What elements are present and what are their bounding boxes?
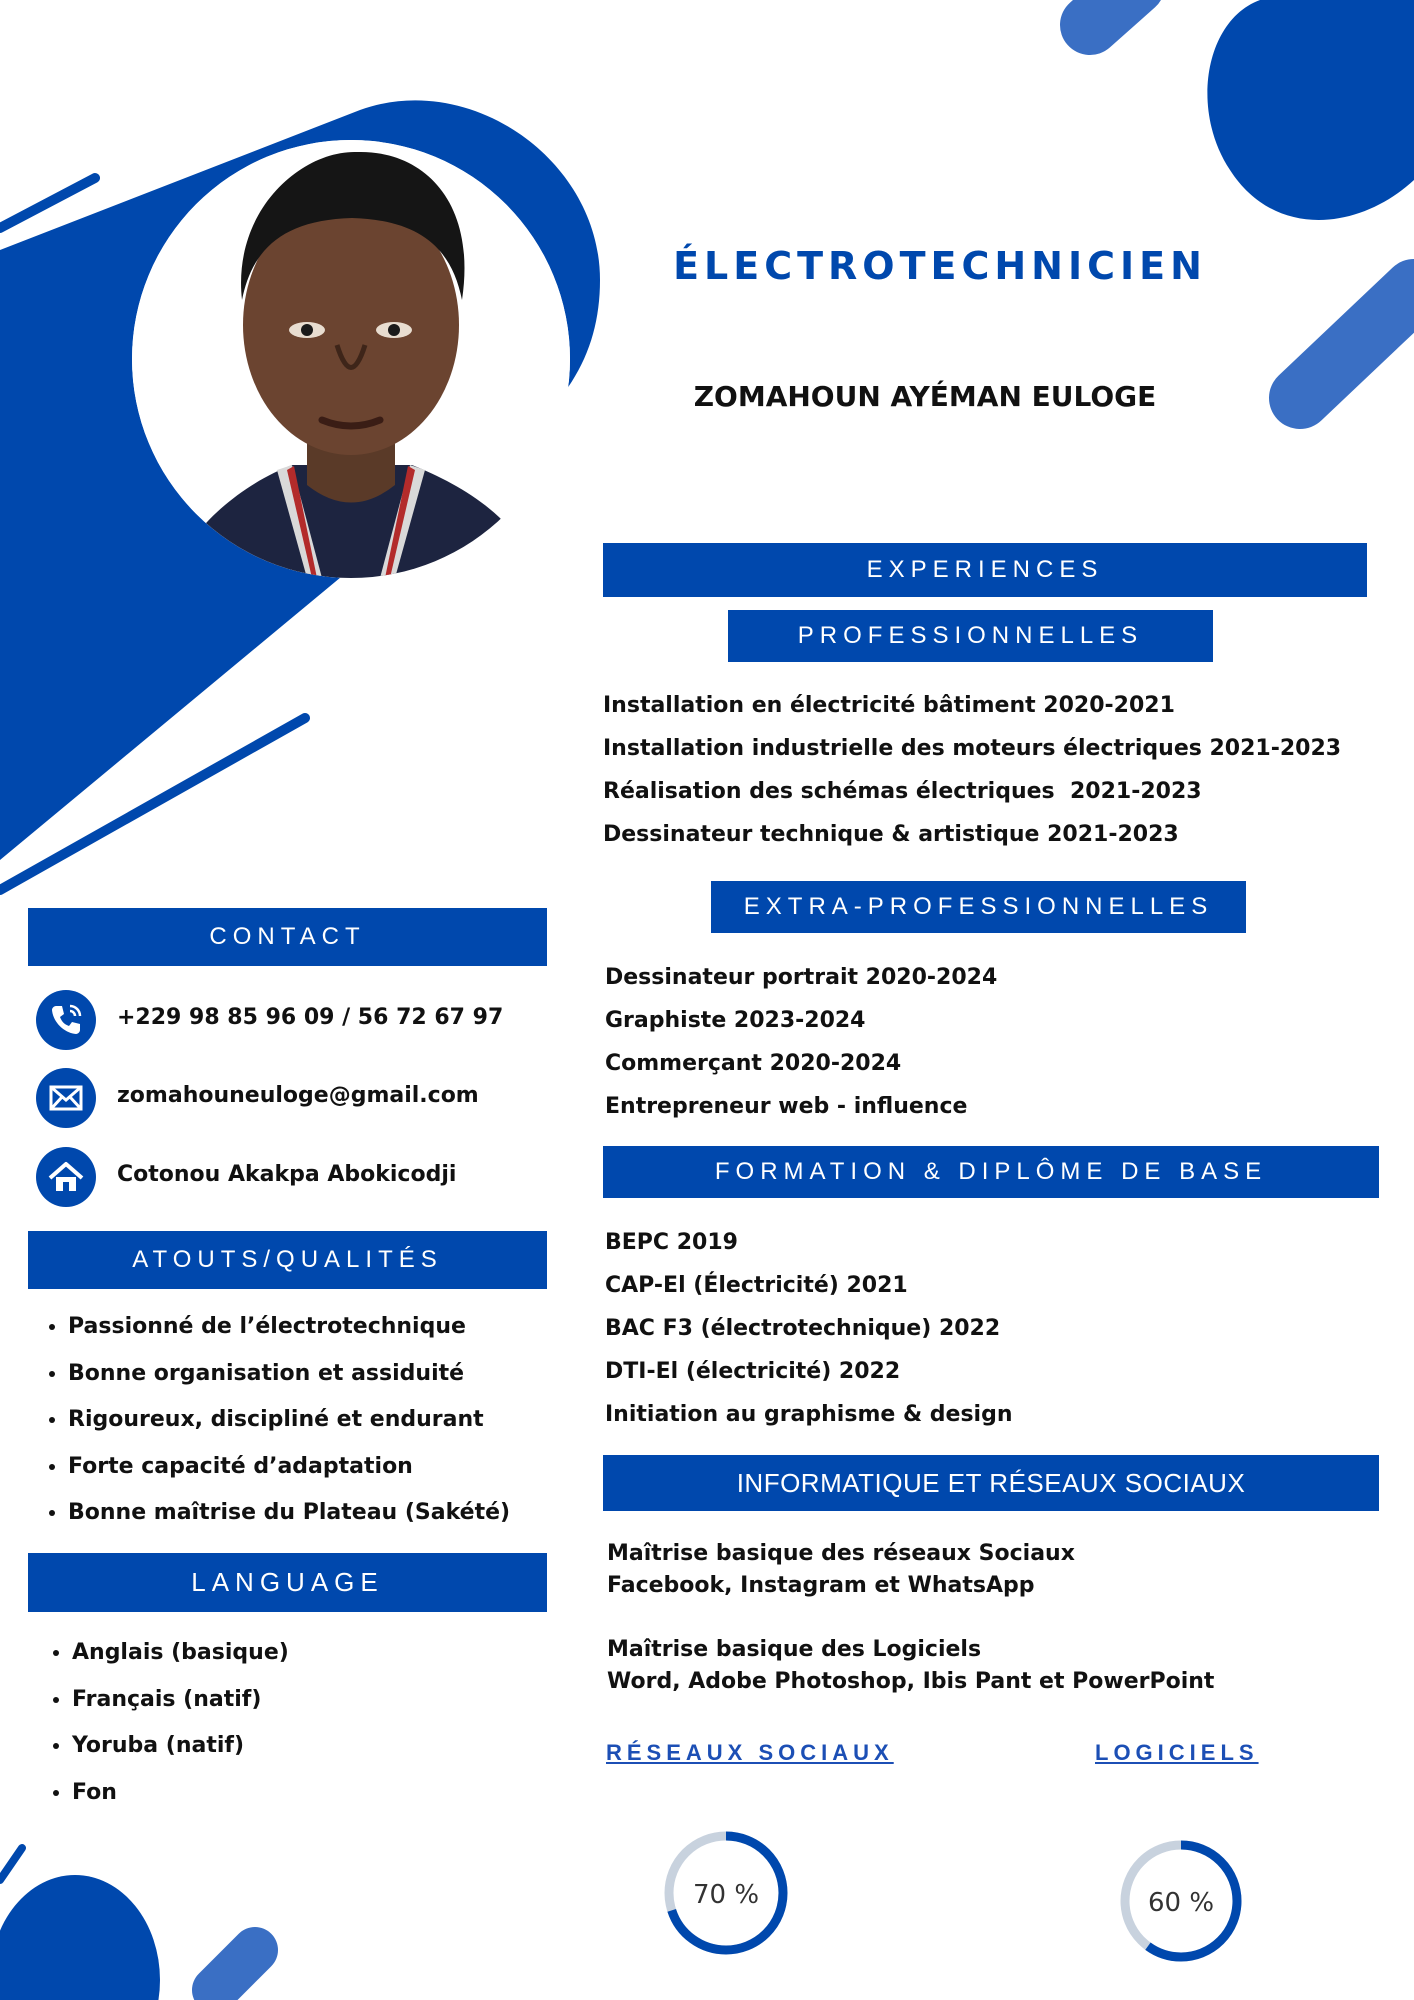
software-skill-line: Maîtrise basique des Logiciels: [607, 1637, 982, 1662]
informatique-title: INFORMATIQUE ET RÉSEAUX SOCIAUX: [736, 1468, 1246, 1498]
deco-circle: [0, 1875, 160, 2000]
social-networks-label: RÉSEAUX SOCIAUX: [606, 1740, 894, 1765]
gauge-label: 60 %: [1147, 1888, 1215, 1918]
formation-title-bar: [603, 1146, 1379, 1198]
phone-icon: [36, 990, 96, 1050]
language-title: LANGUAGE: [191, 1567, 384, 1597]
email-address[interactable]: zomahouneuloge@gmail.com: [117, 1083, 479, 1108]
list-item: • Rigoureux, discipliné et endurant: [68, 1397, 510, 1444]
software-gauge: [1116, 1836, 1246, 1966]
list-item: Commerçant 2020-2024: [605, 1051, 902, 1076]
profile-photo: [132, 140, 570, 578]
social-gauge: [660, 1827, 792, 1959]
experience-subtitle-bar: [728, 610, 1213, 662]
qualities-list: [26, 1304, 510, 1537]
extra-title: EXTRA-PROFESSIONNELLES: [743, 893, 1214, 920]
contact-title: CONTACT: [209, 923, 366, 950]
list-item: Dessinateur portrait 2020-2024: [605, 965, 998, 990]
gauge-label: 70 %: [692, 1880, 760, 1910]
list-item: Graphiste 2023-2024: [605, 1008, 866, 1033]
extra-list: [605, 956, 997, 1128]
list-item: Installation industrielle des moteurs électriques 2021-2023: [603, 736, 1342, 761]
list-item: • Anglais (basique): [72, 1630, 289, 1677]
list-item: • Forte capacité d’adaptation: [68, 1444, 510, 1491]
formation-title: FORMATION & DIPLÔME DE BASE: [714, 1158, 1268, 1185]
email-icon: [36, 1068, 96, 1128]
languages-list: [30, 1630, 289, 1816]
list-item: BEPC 2019: [605, 1230, 738, 1255]
list-item: • Bonne organisation et assiduité: [68, 1351, 510, 1398]
experience-subtitle: PROFESSIONNELLES: [797, 622, 1144, 649]
deco-pill: [1300, 290, 1414, 398]
full-name: ZOMAHOUN AYÉMAN EULOGE: [693, 380, 1157, 413]
social-skill-line: Facebook, Instagram et WhatsApp: [607, 1573, 1035, 1598]
qualities-title: ATOUTS/QUALITÉS: [132, 1246, 443, 1273]
deco-blob: [1207, 0, 1414, 220]
list-item: Initiation au graphisme & design: [605, 1402, 1013, 1427]
list-item: Réalisation des schémas électriques 2021-2023: [603, 779, 1202, 804]
formation-list: [605, 1221, 1013, 1436]
deco-pill: [1090, 0, 1135, 25]
list-item: Entrepreneur web - influence: [605, 1094, 968, 1119]
software-label: LOGICIELS: [1095, 1740, 1259, 1765]
language-title-bar: [28, 1553, 547, 1612]
job-title: ÉLECTROTECHNICIEN: [673, 244, 1207, 288]
list-item: Installation en électricité bâtiment 2020-2021: [603, 693, 1175, 718]
list-item: • Bonne maîtrise du Plateau (Sakété): [68, 1490, 510, 1537]
list-item: • Passionné de l’électrotechnique: [68, 1304, 510, 1351]
list-item: • Yoruba (natif): [72, 1723, 289, 1770]
informatique-text: [607, 1538, 1214, 1698]
extra-title-bar: [711, 881, 1246, 933]
list-item: BAC F3 (électrotechnique) 2022: [605, 1316, 1001, 1341]
list-item: • Français (natif): [72, 1677, 289, 1724]
qualities-title-bar: [28, 1231, 547, 1289]
list-item: • Fon: [72, 1770, 289, 1817]
phone-number[interactable]: +229 98 85 96 09 / 56 72 67 97: [117, 1005, 504, 1030]
list-item: DTI-El (électricité) 2022: [605, 1359, 901, 1384]
list-item: Dessinateur technique & artistique 2021-2023: [603, 822, 1179, 847]
experience-list: [603, 684, 1341, 856]
software-skill-line: Word, Adobe Photoshop, Ibis Pant et PowerPoint: [607, 1669, 1215, 1694]
home-icon: [36, 1147, 96, 1207]
contact-title-bar: [28, 908, 547, 966]
address: Cotonou Akakpa Abokicodji: [117, 1162, 457, 1187]
experience-title-bar: [603, 543, 1367, 597]
experience-title: EXPERIENCES: [866, 556, 1104, 583]
social-skill-line: Maîtrise basique des réseaux Sociaux: [607, 1541, 1075, 1566]
deco-pill: [215, 1950, 255, 1990]
informatique-title-bar: [603, 1455, 1379, 1511]
deco-line: [0, 1848, 22, 1880]
list-item: CAP-El (Électricité) 2021: [605, 1273, 908, 1298]
